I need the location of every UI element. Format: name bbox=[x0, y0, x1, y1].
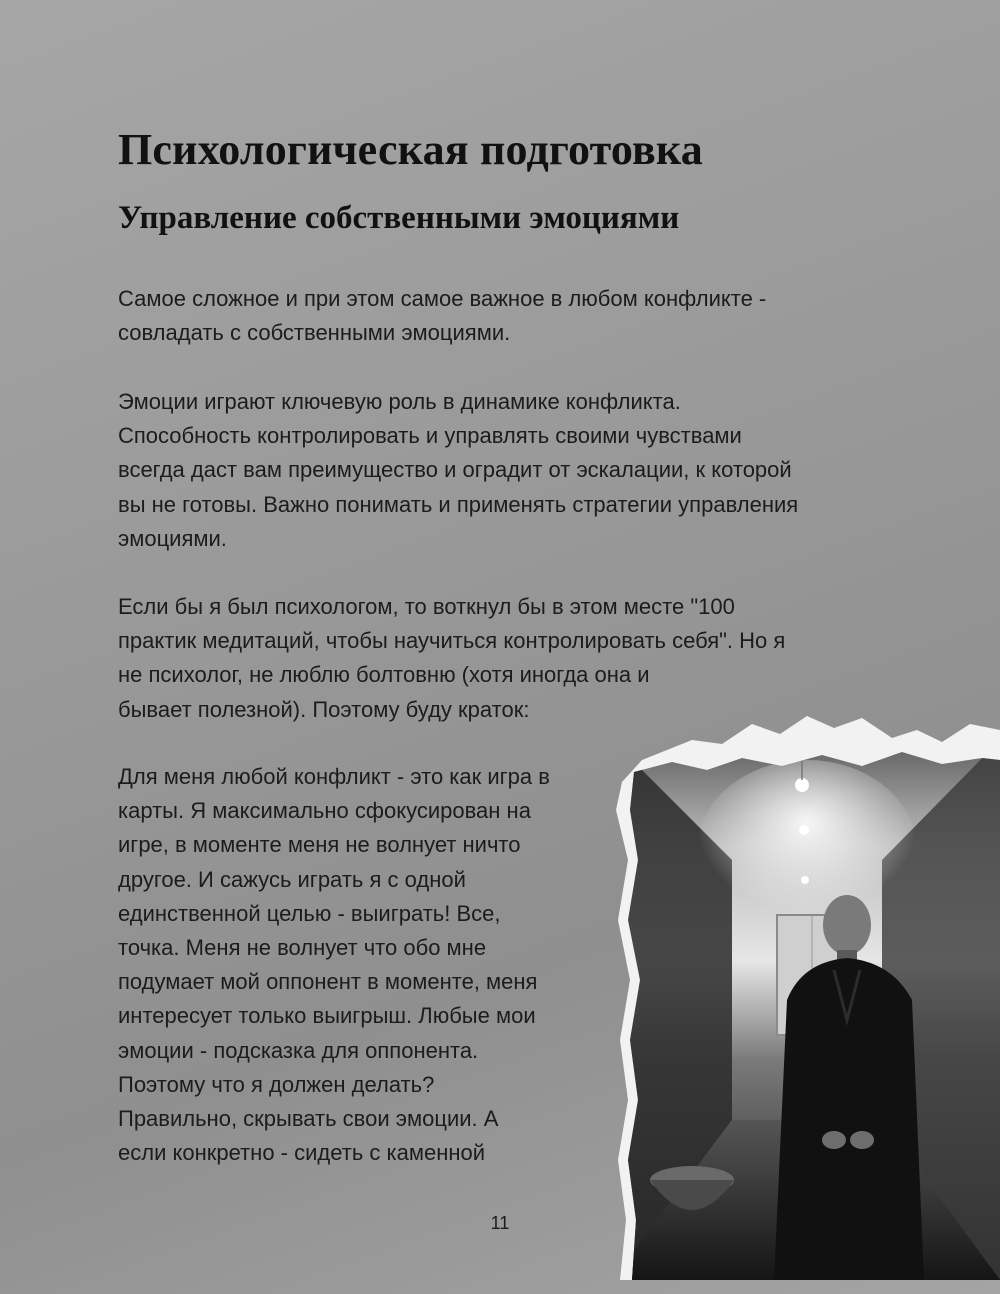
page-title: Психологическая подготовка bbox=[118, 125, 703, 174]
paragraph-psychologist: Если бы я был психологом, то воткнул бы в этом месте "100 практик медитаций, чтобы научиться контролировать себя". Но я не психолог, не люблю болтовню (хотя иногда она и бывает полезной). Поэтому буду краток: bbox=[118, 594, 786, 722]
paragraph-card-game: Для меня любой конфликт - это как игра в карты. Я максимально сфокусирован на игре, в моменте меня не волнует ничто другое. И сажусь играть я с одной единственной целью - выиграть! Все, точка. Меня не волнует что обо мне подумает мой оппонент в моменте, меня интересует только выигрыш. Любые мои эмоции - подсказка для оппонента. Поэтому что я должен делать? Правильно, скрывать свои эмоции. А если конкретно - сидеть с каменной bbox=[118, 764, 550, 1166]
paragraph-intro: Самое сложное и при этом самое важное в любом конфликте - совладать с собственными эмоциями. bbox=[118, 286, 767, 346]
page-number: 11 bbox=[490, 1213, 510, 1233]
paragraph-emotions: Эмоции играют ключевую роль в динамике конфликта. Способность контролировать и управлять своими чувствами всегда даст вам преимущество и оградит от эскалации, к которой вы не готовы. Важно понимать и применять стратегии управления эмоциями. bbox=[118, 389, 799, 551]
torn-photo-illustration bbox=[612, 700, 1000, 1280]
section-subtitle: Управление собственными эмоциями bbox=[118, 200, 680, 236]
